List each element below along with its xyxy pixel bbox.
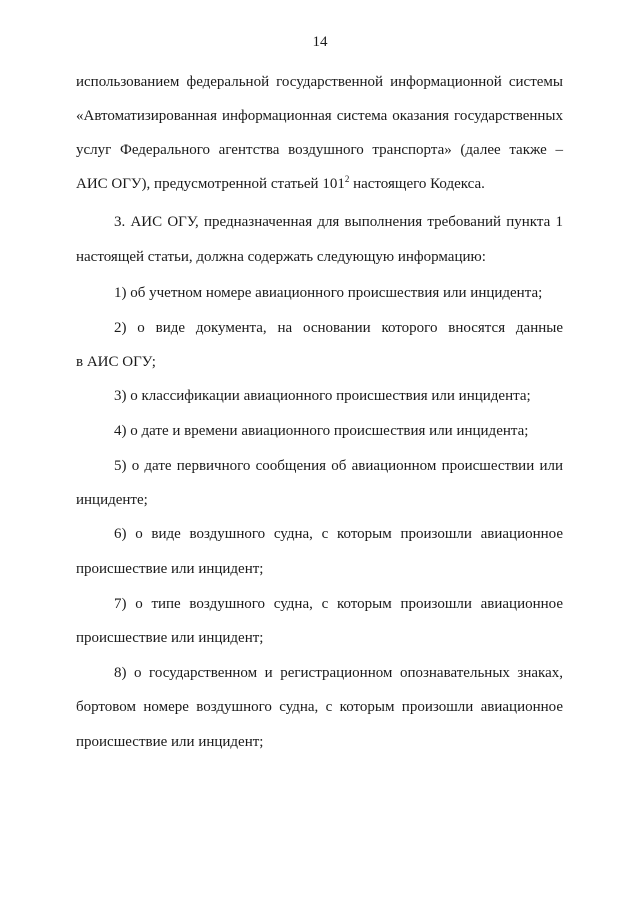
list-item-4: 4) о дате и времени авиационного происшествия или инцидента; [114, 423, 529, 439]
text-line-4-a: АИС ОГУ), предусмотренной статьей 101 [76, 176, 345, 192]
list-item-2: 2) о виде документа, на основании которого вносятся данные [114, 320, 563, 336]
text-line-5: 3. АИС ОГУ, предназначенная для выполнения требований пункта 1 [114, 214, 563, 230]
text-line-4 [76, 174, 485, 194]
superscript: 2 [344, 174, 350, 184]
list-item-3: 3) о классификации авиационного происшествия или инцидента; [114, 388, 531, 404]
text-line-2: «Автоматизированная информационная система оказания государственных [76, 108, 563, 124]
list-item-6: 6) о виде воздушного судна, с которым произошли авиационное [114, 526, 563, 542]
list-item-8-cont-2: происшествие или инцидент; [76, 734, 264, 750]
text-line-3: услуг Федерального агентства воздушного транспорта» (далее также – [76, 142, 563, 158]
list-item-8-cont-1: бортовом номере воздушного судна, с которым произошли авиационное [76, 699, 563, 715]
list-item-1: 1) об учетном номере авиационного происшествия или инцидента; [114, 285, 543, 301]
text-line-1: использованием федеральной государственной информационной системы [76, 74, 563, 90]
page-number: 14 [312, 34, 328, 50]
list-item-2-cont: в АИС ОГУ; [76, 354, 156, 370]
text-line-4-b: настоящего Кодекса. [349, 176, 485, 192]
list-item-8: 8) о государственном и регистрационном опознавательных знаках, [114, 665, 563, 681]
list-item-6-cont: происшествие или инцидент; [76, 561, 264, 577]
text-line-6: настоящей статьи, должна содержать следующую информацию: [76, 249, 486, 265]
list-item-7: 7) о типе воздушного судна, с которым произошли авиационное [114, 596, 563, 612]
list-item-7-cont: происшествие или инцидент; [76, 630, 264, 646]
list-item-5: 5) о дате первичного сообщения об авиационном происшествии или [114, 458, 563, 474]
list-item-5-cont: инциденте; [76, 492, 148, 508]
